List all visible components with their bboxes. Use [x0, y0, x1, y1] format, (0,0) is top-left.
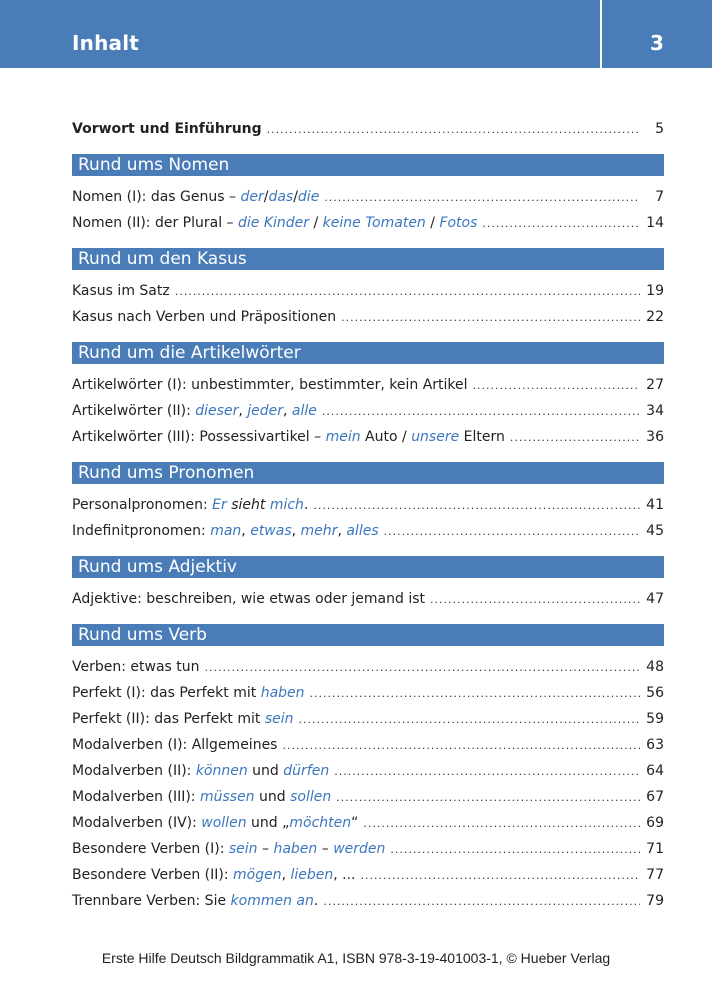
dot-leader: [334, 759, 640, 785]
toc-entry-label: [72, 732, 277, 758]
keyword-text: alle: [291, 403, 317, 419]
label-text: Artikelwörter (II):: [72, 403, 196, 419]
toc-entry[interactable]: [72, 398, 664, 424]
keyword-text: man: [210, 523, 242, 539]
toc-entry[interactable]: [72, 304, 664, 330]
section-spacer: [72, 142, 664, 154]
dot-leader: [384, 519, 640, 545]
dot-leader: [205, 655, 640, 681]
toc-entry-intro[interactable]: [72, 116, 664, 142]
label-text: Kasus nach Verben und Präpositionen: [72, 309, 337, 325]
keyword-text: die Kinder: [238, 215, 310, 231]
label-text: ,: [241, 523, 251, 539]
section-heading: Rund ums Nomen: [72, 154, 664, 176]
toc-entry-page: 7: [655, 189, 664, 205]
keyword-text: der: [240, 189, 264, 205]
toc-entry-page: 22: [646, 309, 664, 325]
section-spacer: [72, 646, 664, 654]
keyword-text: etwas: [250, 523, 292, 539]
toc-entry-page: 63: [646, 737, 664, 753]
keyword-text: Fotos: [439, 215, 478, 231]
toc-entry-page: 69: [646, 815, 664, 831]
toc-entry[interactable]: [72, 210, 664, 236]
keyword-text: die: [297, 189, 320, 205]
toc-entry[interactable]: [72, 278, 664, 304]
keyword-text: keine Tomaten: [322, 215, 426, 231]
section-spacer: [72, 578, 664, 586]
dot-leader: [175, 279, 640, 305]
toc-entry-label: [72, 836, 385, 862]
toc-entry-page: 48: [646, 659, 664, 675]
dot-leader: [299, 707, 641, 733]
toc-entry-label: [72, 398, 317, 424]
toc-entry-page: 79: [646, 893, 664, 909]
toc-entry[interactable]: [72, 372, 664, 398]
toc-entry-label: [72, 654, 200, 680]
toc-entry-label: [72, 424, 505, 450]
keyword-text: dürfen: [283, 763, 330, 779]
label-text: Perfekt (I): das Perfekt mit: [72, 685, 261, 701]
dot-leader: [310, 681, 640, 707]
keyword-text: können: [195, 763, 248, 779]
toc-entry-page: 27: [646, 377, 664, 393]
keyword-text: mehr: [300, 523, 338, 539]
dot-leader: [363, 811, 640, 837]
keyword-text: sein: [264, 711, 294, 727]
dot-leader: [336, 785, 640, 811]
label-text: sieht: [226, 497, 270, 513]
toc-entry[interactable]: [72, 732, 664, 758]
label-text: , ...: [333, 867, 356, 883]
label-text: Besondere Verben (II):: [72, 867, 233, 883]
toc-entry-page: 36: [646, 429, 664, 445]
toc-entry-label: [72, 518, 379, 544]
section-heading: Rund um die Artikelwörter: [72, 342, 664, 364]
header-divider: [600, 0, 602, 68]
toc-entry[interactable]: [72, 518, 664, 544]
toc-entry-label: [72, 278, 170, 304]
toc-entry-page: 34: [646, 403, 664, 419]
page-number: 3: [650, 31, 664, 55]
dot-leader: [341, 305, 640, 331]
keyword-text: sollen: [290, 789, 332, 805]
label-text: und: [247, 763, 284, 779]
label-text: Trennbare Verben: Sie: [72, 893, 231, 909]
toc-entry[interactable]: [72, 888, 664, 914]
toc-entry-page: 59: [646, 711, 664, 727]
label-text: Adjektive: beschreiben, wie etwas oder jemand ist: [72, 591, 426, 607]
keyword-text: werden: [333, 841, 386, 857]
toc-entry[interactable]: [72, 492, 664, 518]
toc-entry[interactable]: [72, 862, 664, 888]
toc-entry-label: [72, 184, 319, 210]
section-spacer: [72, 176, 664, 184]
toc-entry-label: [72, 810, 358, 836]
label-text: Modalverben (III):: [72, 789, 200, 805]
label-text: und: [254, 789, 291, 805]
keyword-text: haben: [260, 685, 305, 701]
dot-leader: [482, 211, 640, 237]
toc-entry-label: [72, 784, 331, 810]
label-text: Besondere Verben (I):: [72, 841, 229, 857]
keyword-text: sein: [228, 841, 258, 857]
label-text: –: [317, 841, 334, 857]
toc-entry[interactable]: [72, 184, 664, 210]
keyword-text: kommen an: [230, 893, 314, 909]
toc-entry-label: [72, 888, 318, 914]
toc-entry-label: [72, 680, 305, 706]
keyword-text: jeder: [247, 403, 283, 419]
toc-entry[interactable]: [72, 784, 664, 810]
section-spacer: [72, 270, 664, 278]
label-text: /: [425, 215, 440, 231]
label-text: Artikelwörter (III): Possessivartikel –: [72, 429, 326, 445]
label-text: Nomen (II): der Plural –: [72, 215, 238, 231]
toc-entry-label: [72, 586, 425, 612]
toc-entry-page: 77: [646, 867, 664, 883]
keyword-text: alles: [346, 523, 379, 539]
toc-entry-page: 71: [646, 841, 664, 857]
toc-entry-page: 41: [646, 497, 664, 513]
label-text: Kasus im Satz: [72, 283, 170, 299]
toc-entry[interactable]: [72, 424, 664, 450]
label-text: /: [309, 215, 323, 231]
toc-entry[interactable]: [72, 654, 664, 680]
section-heading: Rund ums Adjektiv: [72, 556, 664, 578]
label-text: Verben: etwas tun: [72, 659, 200, 675]
label-text: .: [303, 497, 309, 513]
toc-entry[interactable]: [72, 836, 664, 862]
toc-entry-label: Vorwort und Einführung: [72, 121, 262, 137]
page-title: Inhalt: [72, 31, 140, 55]
label-text: Indefinitpronomen:: [72, 523, 211, 539]
toc-entry-page: 67: [646, 789, 664, 805]
label-text: .: [313, 893, 319, 909]
label-text: ,: [238, 403, 248, 419]
keyword-text: mögen: [233, 867, 282, 883]
toc-entry-label: [72, 706, 294, 732]
dot-leader: [510, 425, 640, 451]
label-text: Modalverben (II):: [72, 763, 196, 779]
toc-entry-label: [72, 758, 329, 784]
footer-copyright: Erste Hilfe Deutsch Bildgrammatik A1, ISBN 978-3-19-401003-1, © Hueber Verlag: [101, 950, 611, 966]
dot-leader: [322, 399, 640, 425]
label-text: Modalverben (I): Allgemeines: [72, 737, 278, 753]
page-header: [0, 0, 712, 68]
label-text: Personalpronomen:: [72, 497, 213, 513]
toc-entry-label: [72, 304, 336, 330]
keyword-text: das: [268, 189, 294, 205]
label-text: /: [293, 189, 298, 205]
toc-entry[interactable]: [72, 758, 664, 784]
section-spacer: [72, 236, 664, 248]
dot-leader: [267, 117, 640, 143]
keyword-text: möchten: [289, 815, 352, 831]
section-spacer: [72, 330, 664, 342]
keyword-text: dieser: [195, 403, 239, 419]
label-text: Modalverben (IV):: [72, 815, 202, 831]
keyword-text: mein: [325, 429, 361, 445]
toc-entry-page: 45: [646, 523, 664, 539]
toc-entry-page: 19: [646, 283, 664, 299]
section-spacer: [72, 612, 664, 624]
toc-entry[interactable]: [72, 680, 664, 706]
toc-sections: [72, 142, 664, 914]
label-text: /: [263, 189, 269, 205]
toc-entry-label: [72, 372, 468, 398]
keyword-text: unsere: [411, 429, 460, 445]
toc-entry-label: [72, 862, 356, 888]
keyword-text: mich: [269, 497, 304, 513]
label-text: Perfekt (II): das Perfekt mit: [72, 711, 265, 727]
keyword-text: Er: [212, 497, 227, 513]
dot-leader: [473, 373, 640, 399]
section-heading: Rund ums Pronomen: [72, 462, 664, 484]
dot-leader: [430, 587, 640, 613]
section-heading: Rund um den Kasus: [72, 248, 664, 270]
keyword-text: wollen: [201, 815, 247, 831]
keyword-text: lieben: [290, 867, 334, 883]
dot-leader: [282, 733, 640, 759]
section-spacer: [72, 450, 664, 462]
dot-leader: [324, 185, 640, 211]
toc-entry-label: [72, 492, 308, 518]
toc-entry[interactable]: [72, 810, 664, 836]
toc-entry-label: [72, 210, 477, 236]
toc-entry-page: 64: [646, 763, 664, 779]
table-of-contents: [72, 116, 664, 914]
section-spacer: [72, 484, 664, 492]
label-text: ,: [337, 523, 347, 539]
label-text: “: [351, 815, 359, 831]
toc-entry-page: 5: [655, 121, 664, 137]
label-text: Eltern: [459, 429, 505, 445]
dot-leader: [313, 493, 640, 519]
label-text: und „: [246, 815, 290, 831]
label-text: Auto /: [360, 429, 412, 445]
toc-entry[interactable]: [72, 706, 664, 732]
label-text: –: [257, 841, 274, 857]
section-heading: Rund ums Verb: [72, 624, 664, 646]
keyword-text: haben: [273, 841, 318, 857]
label-text: Nomen (I): das Genus –: [72, 189, 241, 205]
section-spacer: [72, 364, 664, 372]
toc-entry[interactable]: [72, 586, 664, 612]
label-text: ,: [283, 403, 292, 419]
toc-entry-page: 14: [646, 215, 664, 231]
dot-leader: [323, 889, 640, 915]
label-text: ,: [291, 523, 301, 539]
dot-leader: [361, 863, 640, 889]
label-text: Artikelwörter (I): unbestimmter, bestimmter, kein Artikel: [72, 377, 468, 393]
keyword-text: müssen: [199, 789, 255, 805]
section-spacer: [72, 544, 664, 556]
toc-entry-page: 47: [646, 591, 664, 607]
dot-leader: [390, 837, 640, 863]
label-text: ,: [281, 867, 291, 883]
toc-entry-page: 56: [646, 685, 664, 701]
